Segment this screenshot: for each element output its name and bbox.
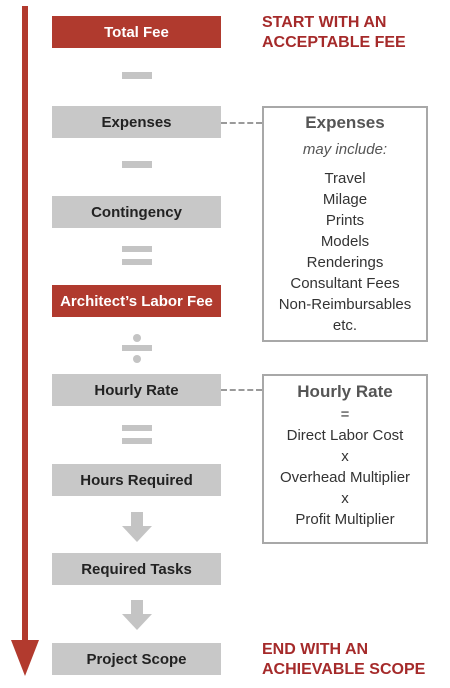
expense-item: Models xyxy=(320,233,370,250)
expenses-info-subtitle: may include: xyxy=(302,141,388,158)
hourly-rate-connector xyxy=(221,389,262,391)
step-contingency: Contingency xyxy=(52,196,221,228)
step-total-fee: Total Fee xyxy=(52,16,221,48)
start-callout-line-2: ACCEPTABLE FEE xyxy=(262,34,406,51)
end-callout-line-1: END WITH AN xyxy=(262,641,369,658)
flow-arrow-head-icon xyxy=(11,640,39,676)
step-architects-labor-fee: Architect’s Labor Fee xyxy=(52,285,221,317)
expense-item: Renderings xyxy=(306,254,384,271)
hourly-rate-info-title: Hourly Rate xyxy=(297,382,393,401)
expense-item: etc. xyxy=(332,317,358,334)
hourly-rate-line: x xyxy=(341,490,349,507)
hourly-rate-line: Overhead Multiplier xyxy=(279,469,411,486)
step-expenses: Expenses xyxy=(52,106,221,138)
flow-arrow-line xyxy=(22,6,28,646)
expense-item: Milage xyxy=(322,191,368,208)
down-arrow-icon xyxy=(122,600,152,632)
step-required-tasks: Required Tasks xyxy=(52,553,221,585)
end-callout-line-2: ACHIEVABLE SCOPE xyxy=(262,661,426,678)
step-hours-required: Hours Required xyxy=(52,464,221,496)
expense-item: Consultant Fees xyxy=(290,275,400,292)
expenses-connector xyxy=(221,122,262,124)
hourly-rate-info-box xyxy=(262,374,428,544)
step-hourly-rate: Hourly Rate xyxy=(52,374,221,406)
equals-operator-icon xyxy=(122,425,152,445)
expenses-info-box xyxy=(262,106,428,342)
minus-operator-icon xyxy=(122,161,152,168)
equals-operator-icon xyxy=(122,246,152,266)
hourly-rate-line: Direct Labor Cost xyxy=(286,427,404,444)
expense-item: Travel xyxy=(324,170,366,187)
hourly-rate-line: = xyxy=(340,406,350,423)
start-callout xyxy=(262,13,406,53)
minus-operator-icon xyxy=(122,72,152,79)
divide-operator-icon xyxy=(122,334,152,362)
end-callout xyxy=(262,640,425,680)
expense-item: Prints xyxy=(325,212,365,229)
hourly-rate-line: x xyxy=(341,448,349,465)
start-callout-line-1: START WITH AN xyxy=(262,14,387,31)
down-arrow-icon xyxy=(122,512,152,544)
expense-item: Non-Reimbursables xyxy=(278,296,412,313)
expenses-info-title: Expenses xyxy=(305,113,385,132)
hourly-rate-line: Profit Multiplier xyxy=(295,511,395,528)
step-project-scope: Project Scope xyxy=(52,643,221,675)
